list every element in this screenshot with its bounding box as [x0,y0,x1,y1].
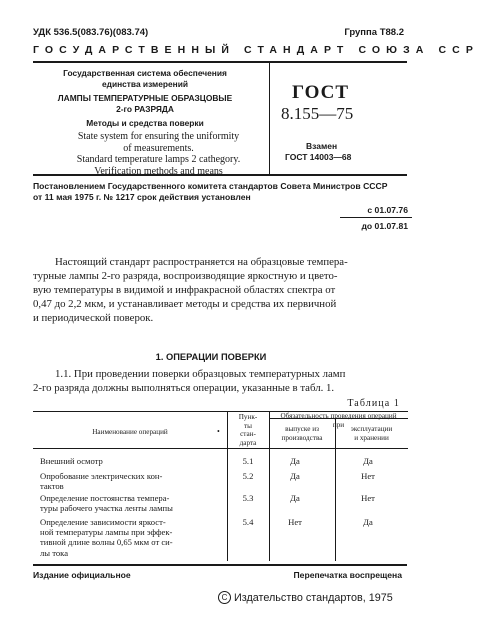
publisher-line [218,591,393,604]
title-divider [269,62,270,174]
table-row [40,493,222,513]
intro-line: и периодической поверок. [33,311,154,324]
title-en-line: State system for ensuring the uniformity [77,131,240,142]
header-use: эксплуатации и хранении [350,425,393,442]
row-name: Опробование электрических кон- [40,471,163,481]
row-use: Да [363,517,373,527]
replaces-label: Взамен [306,141,338,151]
section-line: 2-го разряда должны выполняться операции, указанные в табл. 1. [33,381,335,394]
date-separator [340,217,412,218]
decree-text [33,181,409,203]
row-release: Да [290,456,300,466]
title-ru [45,68,245,129]
row-release: Да [290,493,300,503]
state-standard-heading: ГОСУДАРСТВЕННЫЙ СТАНДАРТ СОЮЗА ССР [33,44,479,56]
row-release: Да [290,471,300,481]
row-release: Нет [288,517,302,527]
title-ru-line: Методы и средства поверки [86,118,204,128]
row-name: ной температуры лампы при эффек- [40,527,173,538]
copyright-icon: С [218,591,231,604]
section-line: 1.1. При проведении поверки образцовых температурных ламп [55,368,346,380]
row-use: Нет [361,471,375,481]
footer-rule [33,564,407,566]
gost-number: 8.155—75 [281,104,354,123]
row-use: Нет [361,493,375,503]
effective-from: с 01.07.76 [367,205,408,215]
header-obligation: Обязательность проведения операций при [280,412,397,429]
table-row [40,517,222,558]
udk-code: УДК 536.5(083.76)(083.74) [33,27,149,38]
official-edition: Издание официальное [33,570,131,580]
intro-line: Настоящий стандарт распространяется на образцовые темпера- [55,256,348,268]
intro-line: вую температуры в видимой и инфракрасной областях спектра от [33,283,336,296]
title-rule [33,174,407,176]
dot-mark: • [217,427,220,436]
table-caption: Таблица 1 [347,398,400,409]
row-name: Определение зависимости яркост- [40,517,166,527]
title-en-line: Verification methods and means [94,165,223,177]
title-ru-line: Государственная система обеспечения [63,68,227,78]
title-en-line: of measurements. [123,142,194,154]
row-clause: 5.2 [242,471,254,481]
row-name: тивной длине волны 0,65 мкм от си- [40,537,173,548]
table-row [40,456,222,466]
group-code: Группа Т88.2 [344,27,404,38]
row-clause: 5.1 [242,456,254,466]
section-paragraph [33,368,408,396]
row-name: Определение постоянства темпера- [40,493,170,503]
row-name: тактов [40,481,64,492]
row-name: Внешний осмотр [40,456,103,466]
title-en-line: Standard temperature lamps 2 cathegory. [76,154,241,165]
row-name: лы тока [40,547,69,558]
title-ru-line: ЛАМПЫ ТЕМПЕРАТУРНЫЕ ОБРАЗЦОВЫЕ [57,93,233,103]
row-name: туры рабочего участка ленты лампы [40,503,173,514]
header-release: выпуске из производства [281,425,323,442]
reprint-prohibited: Перепечатка воспрещена [293,570,402,580]
section-title: 1. ОПЕРАЦИИ ПОВЕРКИ [155,352,267,362]
publisher-name: Издательство стандартов, 1975 [234,591,393,604]
row-use: Да [363,456,373,466]
header-rule [33,61,407,63]
row-clause: 5.3 [242,493,254,503]
intro-paragraph [33,256,408,326]
title-ru-line: 2-го РАЗРЯДА [116,104,174,114]
intro-line: 0,47 до 2,2 мкм, и устанавливает методы и средства их первичной [33,297,337,310]
title-en [56,131,261,177]
decree-line: от 11 мая 1975 г. № 1217 срок действия установлен [33,192,251,202]
effective-to: до 01.07.81 [361,221,408,231]
gost-label: ГОСТ [292,82,350,103]
header-clause: Пунк- ты стан- дарта [238,413,258,447]
intro-line: турные лампы 2-го разряда, воспроизводящие яркостную и цвето- [33,269,338,282]
table-row [40,471,222,491]
decree-line: Постановлением Государственного комитета стандартов Совета Министров СССР [33,181,388,191]
header-operation: Наименование операций [92,428,168,436]
title-ru-line: единства измерений [101,79,189,89]
row-clause: 5.4 [242,517,254,527]
table-header-rule [33,448,408,449]
replaces-value: ГОСТ 14003—68 [285,152,352,162]
